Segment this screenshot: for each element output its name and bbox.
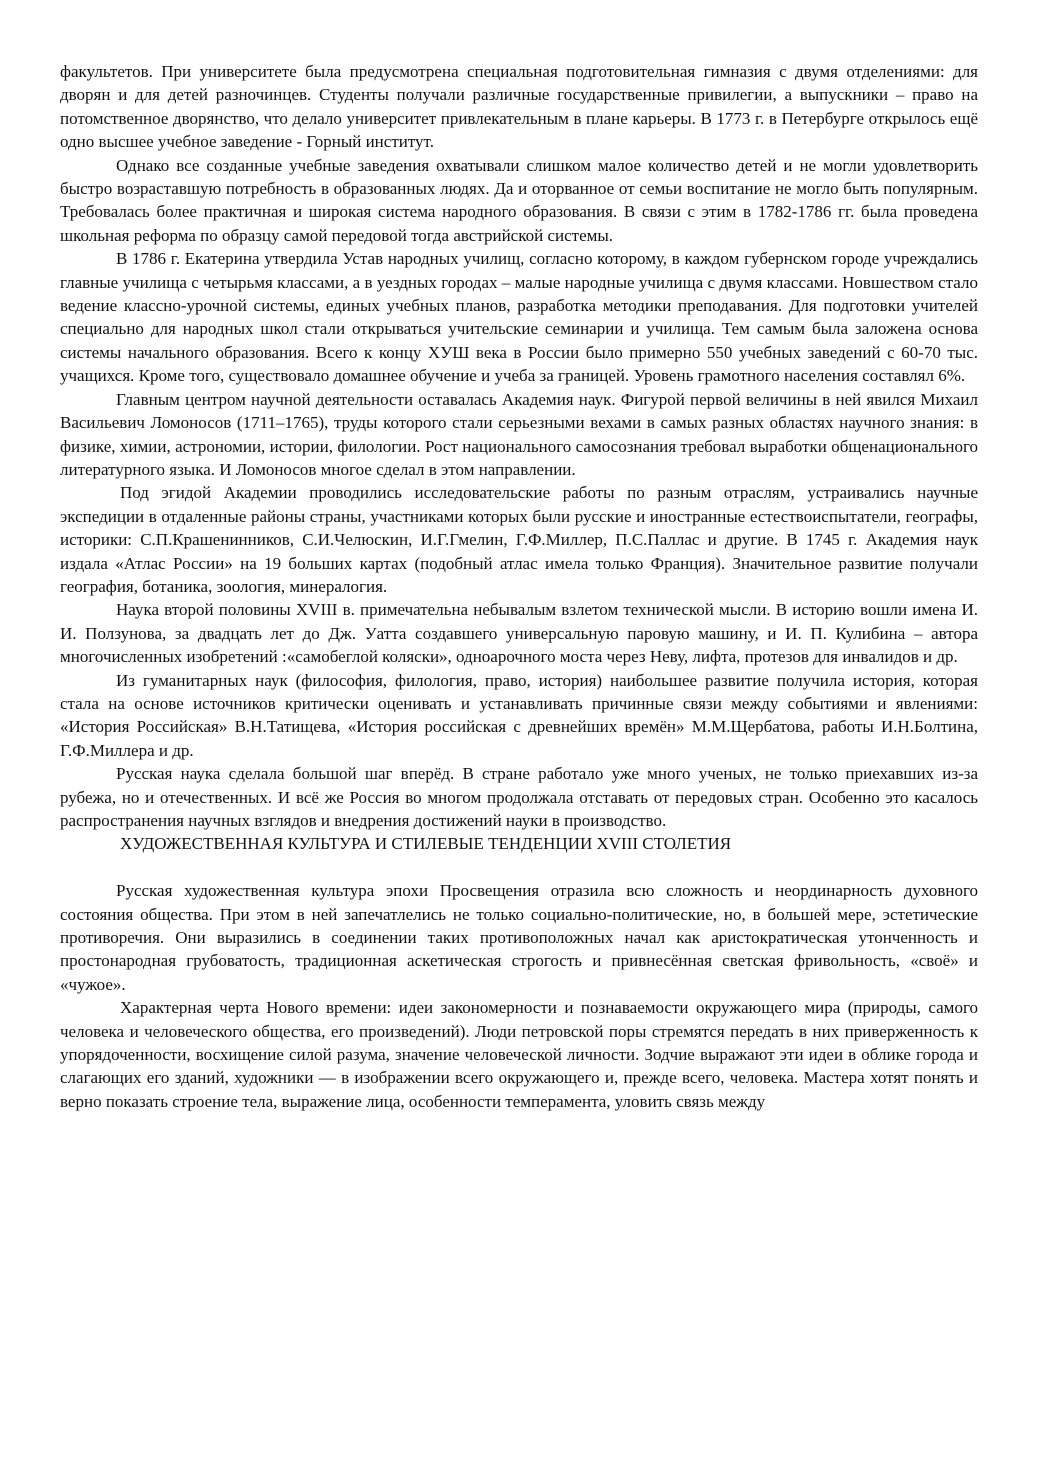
paragraph-russian-science: Русская наука сделала большой шаг вперёд. В стране работало уже много ученых, не только приехавших из-за рубежа, но и отечественных. И всё же Россия во многом продолжала отставать от передовых стран. Особенно это касалось распространения научных взглядов и внедрения достижений науки в производство.	[60, 764, 978, 830]
paragraph-education-reach: Однако все созданные учебные заведения охватывали слишком малое количество детей и не могли удовлетворить быстро возраставшую потребность в образованных людях. Да и оторванное от семьи воспитание не могло быть популярным. Требовалась более практичная и широкая система народного образования. В связи с этим в 1782-1786 гг. была проведена школьная реформа по образцу самой передовой тогда австрийской системы.	[60, 155, 978, 245]
paragraph-academy-lomonosov: Главным центром научной деятельности оставалась Академия наук. Фигурой первой величины в ней явился Михаил Васильевич Ломоносов (1711–1765), труды которого стали серьезными вехами в самых разных областях научного знания: в физике, химии, астрономии, истории, филологии. Рост национального самосознания требовал выработки общенационального литературного языка. И Ломоносов многое сделал в этом направлении.	[60, 389, 978, 479]
paragraph-technical-thought: Наука второй половины XVIII в. примечательна небывалым взлетом технической мысли. В историю вошли имена И. И. Ползунова, за двадцать лет до Дж. Уатта создавшего универсальную паровую машину, и И. П. Кулибина – автора многочисленных изобретений :«самобеглой коляски», одноарочного моста через Неву, лифта, протезов для инвалидов и др.	[60, 600, 978, 667]
paragraph-artistic-culture: Русская художественная культура эпохи Просвещения отразила всю сложность и неординарность духовного состояния общества. При этом в ней запечатлелись не только социально-политические, но, в большей мере, эстетические противоречия. Они выразились в соединении таких противоположных начал как аристократическая утонченность и простонародная грубоватость, традиционная аскетическая строгость и привнесённая светская фривольность, «своё» и «чужое».	[60, 881, 978, 994]
paragraph-expeditions: Под эгидой Академии проводились исследовательские работы по разным отраслям, устраивались научные экспедиции в отдаленные районы страны, участниками которых были русские и иностранные естествоиспытатели, географы, историки: С.П.Крашенинников, С.И.Челюскин, И.Г.Гмелин, Г.Ф.Миллер, П.С.Паллас и другие. В 1745 г. Академия наук издала «Атлас России» на 19 больших картах (подобный атлас имела только Франция). Значительное развитие получали география, ботаника, зоология, минералогия.	[60, 483, 978, 596]
document-page	[60, 60, 978, 1113]
section-heading: ХУДОЖЕСТВЕННАЯ КУЛЬТУРА И СТИЛЕВЫЕ ТЕНДЕНЦИИ XVIII СТОЛЕТИЯ	[120, 834, 732, 854]
paragraph-humanities: Из гуманитарных наук (философия, филология, право, история) наибольшее развитие получила история, которая стала на основе источников критически оценивать и устанавливать причинные связи между событиями и явлениями: «История Российская» В.Н.Татищева, «История российская с древнейших времён» М.М.Щербатова, работы И.Н.Болтина, Г.Ф.Миллера и др.	[60, 670, 978, 760]
paragraph-continuation: факультетов. При университете была предусмотрена специальная подготовительная гимназия с двумя отделениями: для дворян и для детей разночинцев. Студенты получали различные государственные привилегии, а выпускники – право на потомственное дворянство, что делало университет привлекательным в плане карьеры. В 1773 г. в Петербурге открылось ещё одно высшее учебное заведение - Горный институт.	[60, 62, 978, 152]
heading-spacer	[60, 856, 978, 879]
paragraph-new-time: Характерная черта Нового времени: идеи закономерности и познаваемости окружающего мира (природы, самого человека и человеческого общества, его произведений). Люди петровской поры стремятся передать в них приверженность к упорядоченности, восхищение силой разума, значение человеческой личности. Зодчие выражают эти идеи в облике города и слагающих его зданий, художники — в изображении всего окружающего и, прежде всего, человека. Мастера хотят понять и верно показать строение тела, выражение лица, особенности темперамента, уловить связь между	[60, 998, 978, 1111]
paragraph-school-charter: В 1786 г. Екатерина утвердила Устав народных училищ, согласно которому, в каждом губернском городе учреждались главные училища с четырьмя классами, а в уездных городах – малые народные училища с двумя классами. Новшеством стало ведение классно-урочной системы, единых учебных планов, разработка методики преподавания. Для подготовки учителей специально для народных школ стали открываться учительские семинарии и училища. Тем самым была заложена основа системы начального образования. Всего к концу ХУШ века в России было примерно 550 учебных заведений с 60-70 тыс. учащихся. Кроме того, существовало домашнее обучение и учеба за границей. Уровень грамотного населения составлял 6%.	[60, 249, 978, 386]
